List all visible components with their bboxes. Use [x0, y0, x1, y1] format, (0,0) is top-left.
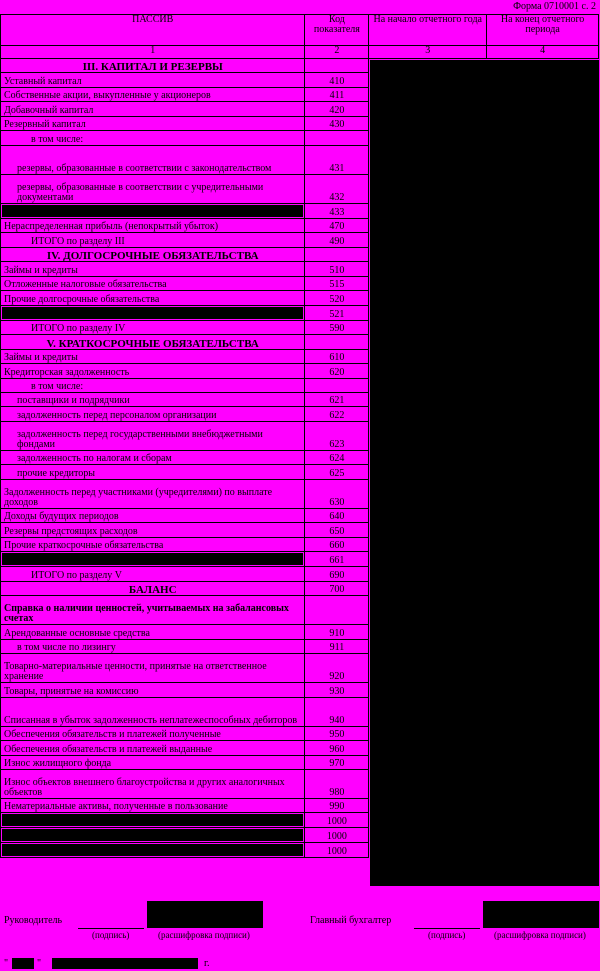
- row-code: 910: [305, 625, 369, 639]
- row-label-blank: [1, 828, 305, 843]
- row-label: Прочие долгосрочные обязательства: [1, 291, 305, 305]
- values-area: [370, 60, 599, 886]
- chief-name-field[interactable]: [483, 901, 599, 928]
- head-label: Руководитель: [4, 915, 63, 926]
- row-code: 515: [305, 276, 369, 290]
- row-code: 660: [305, 537, 369, 551]
- header-col-3: 3: [369, 46, 487, 59]
- chief-label: Главный бухгалтер: [310, 915, 392, 926]
- header-code: Код показателя: [305, 15, 369, 46]
- row-label: Резервный капитал: [1, 116, 305, 130]
- row-code: 930: [305, 683, 369, 697]
- row-label: в том числе:: [1, 131, 305, 145]
- row-label: Обеспечения обязательств и платежей полученные: [1, 726, 305, 740]
- row-label: Обеспечения обязательств и платежей выданные: [1, 741, 305, 755]
- header-end-of-period: На конец отчетного периода: [487, 15, 599, 46]
- row-label: Собственные акции, выкупленные у акционеров: [1, 87, 305, 101]
- row-code: [305, 378, 369, 392]
- row-label: Износ жилищного фонда: [1, 755, 305, 769]
- redacted-block: [2, 553, 303, 565]
- redacted-block: [2, 814, 303, 826]
- row-label: Нематериальные активы, полученные в пользование: [1, 799, 305, 813]
- header-start-of-year: На начало отчетного года: [369, 15, 487, 46]
- row-code: 621: [305, 392, 369, 406]
- chief-sign-caption: (подпись): [428, 930, 466, 940]
- row-label: Списанная в убыток задолженность неплатежеспособных дебиторов: [1, 697, 305, 726]
- row-code: 650: [305, 523, 369, 537]
- row-label-blank: [1, 305, 305, 320]
- row-code: 960: [305, 741, 369, 755]
- row-label-blank: [1, 813, 305, 828]
- row-label: Арендованные основные средства: [1, 625, 305, 639]
- row-code: [305, 335, 369, 349]
- section-title: БАЛАНС: [1, 581, 305, 595]
- header-passive: ПАССИВ: [1, 15, 305, 46]
- redacted-block: [2, 829, 303, 841]
- row-code: 520: [305, 291, 369, 305]
- section-title: IV. ДОЛГОСРОЧНЫЕ ОБЯЗАТЕЛЬСТВА: [1, 247, 305, 261]
- row-code: 950: [305, 726, 369, 740]
- row-code: 630: [305, 479, 369, 508]
- row-code: [305, 247, 369, 261]
- row-code: 661: [305, 552, 369, 567]
- header-col-4: 4: [487, 46, 599, 59]
- row-label: задолженность перед государственными внебюджетными фондами: [1, 421, 305, 450]
- section-title: V. КРАТКОСРОЧНЫЕ ОБЯЗАТЕЛЬСТВА: [1, 335, 305, 349]
- row-label: Нераспределенная прибыль (непокрытый убыток): [1, 218, 305, 232]
- row-code: 620: [305, 364, 369, 378]
- row-label-blank: [1, 203, 305, 218]
- year-suffix: г.: [204, 958, 210, 969]
- row-label: Товарно-материальные ценности, принятые на ответственное хранение: [1, 654, 305, 683]
- date-open-quote: ": [4, 958, 9, 969]
- row-label: в том числе по лизингу: [1, 639, 305, 653]
- row-code: 521: [305, 305, 369, 320]
- row-label-blank: [1, 552, 305, 567]
- row-label: прочие кредиторы: [1, 465, 305, 479]
- form-number-label: Форма 0710001 с. 2: [513, 1, 596, 12]
- chief-decode-caption: (расшифровка подписи): [494, 930, 586, 940]
- row-code: 610: [305, 349, 369, 363]
- row-label: Доходы будущих периодов: [1, 508, 305, 522]
- row-label: Резервы предстоящих расходов: [1, 523, 305, 537]
- row-label: ИТОГО по разделу V: [1, 567, 305, 581]
- row-code: 420: [305, 102, 369, 116]
- row-label: Задолженность перед участниками (учредителями) по выплате доходов: [1, 479, 305, 508]
- row-code: 1000: [305, 813, 369, 828]
- row-label: ИТОГО по разделу IV: [1, 320, 305, 334]
- row-code: 980: [305, 770, 369, 799]
- head-sign-caption: (подпись): [92, 930, 130, 940]
- redacted-block: [2, 844, 303, 856]
- row-label: в том числе:: [1, 378, 305, 392]
- row-label: Товары, принятые на комиссию: [1, 683, 305, 697]
- row-code: 590: [305, 320, 369, 334]
- row-code: 411: [305, 87, 369, 101]
- row-label: задолженность перед персоналом организации: [1, 407, 305, 421]
- row-code: 911: [305, 639, 369, 653]
- row-label: Займы и кредиты: [1, 262, 305, 276]
- date-month-year-field[interactable]: [52, 958, 198, 969]
- date-close-quote: ": [37, 958, 42, 969]
- row-code: 470: [305, 218, 369, 232]
- row-code: 940: [305, 697, 369, 726]
- row-label: поставщики и подрядчики: [1, 392, 305, 406]
- row-label: Справка о наличии ценностей, учитываемых на забалансовых счетах: [1, 596, 305, 625]
- row-code: 431: [305, 145, 369, 174]
- row-code: 622: [305, 407, 369, 421]
- row-code: 1000: [305, 828, 369, 843]
- redacted-block: [2, 307, 303, 319]
- row-label: Отложенные налоговые обязательства: [1, 276, 305, 290]
- row-code: 623: [305, 421, 369, 450]
- row-label: задолженность по налогам и сборам: [1, 450, 305, 464]
- row-code: [305, 59, 369, 73]
- row-code: 690: [305, 567, 369, 581]
- row-code: 700: [305, 581, 369, 595]
- row-code: 490: [305, 233, 369, 247]
- section-title: III. КАПИТАЛ И РЕЗЕРВЫ: [1, 59, 305, 73]
- row-code: 990: [305, 799, 369, 813]
- head-name-field[interactable]: [147, 901, 263, 928]
- row-code: 970: [305, 755, 369, 769]
- balance-sheet-form: [0, 14, 599, 971]
- header-col-2: 2: [305, 46, 369, 59]
- row-code: [305, 596, 369, 625]
- chief-sign-line[interactable]: [414, 916, 480, 929]
- row-code: 624: [305, 450, 369, 464]
- row-label: резервы, образованные в соответствии с законодательством: [1, 145, 305, 174]
- row-label: резервы, образованные в соответствии с учредительными документами: [1, 174, 305, 203]
- row-label-blank: [1, 843, 305, 858]
- row-label: ИТОГО по разделу III: [1, 233, 305, 247]
- row-code: 1000: [305, 843, 369, 858]
- date-day-field[interactable]: [12, 958, 34, 969]
- row-label: Займы и кредиты: [1, 349, 305, 363]
- row-code: 410: [305, 73, 369, 87]
- row-code: 430: [305, 116, 369, 130]
- row-label: Добавочный капитал: [1, 102, 305, 116]
- row-code: 510: [305, 262, 369, 276]
- head-decode-caption: (расшифровка подписи): [158, 930, 250, 940]
- row-code: 640: [305, 508, 369, 522]
- head-sign-line[interactable]: [78, 916, 144, 929]
- redacted-block: [2, 205, 303, 217]
- row-label: Уставный капитал: [1, 73, 305, 87]
- row-label: Кредиторская задолженность: [1, 364, 305, 378]
- row-label: Износ объектов внешнего благоустройства и других аналогичных объектов: [1, 770, 305, 799]
- row-code: 920: [305, 654, 369, 683]
- row-label: Прочие краткосрочные обязательства: [1, 537, 305, 551]
- header-col-1: 1: [1, 46, 305, 59]
- row-code: 625: [305, 465, 369, 479]
- row-code: 433: [305, 203, 369, 218]
- row-code: 432: [305, 174, 369, 203]
- row-code: [305, 131, 369, 145]
